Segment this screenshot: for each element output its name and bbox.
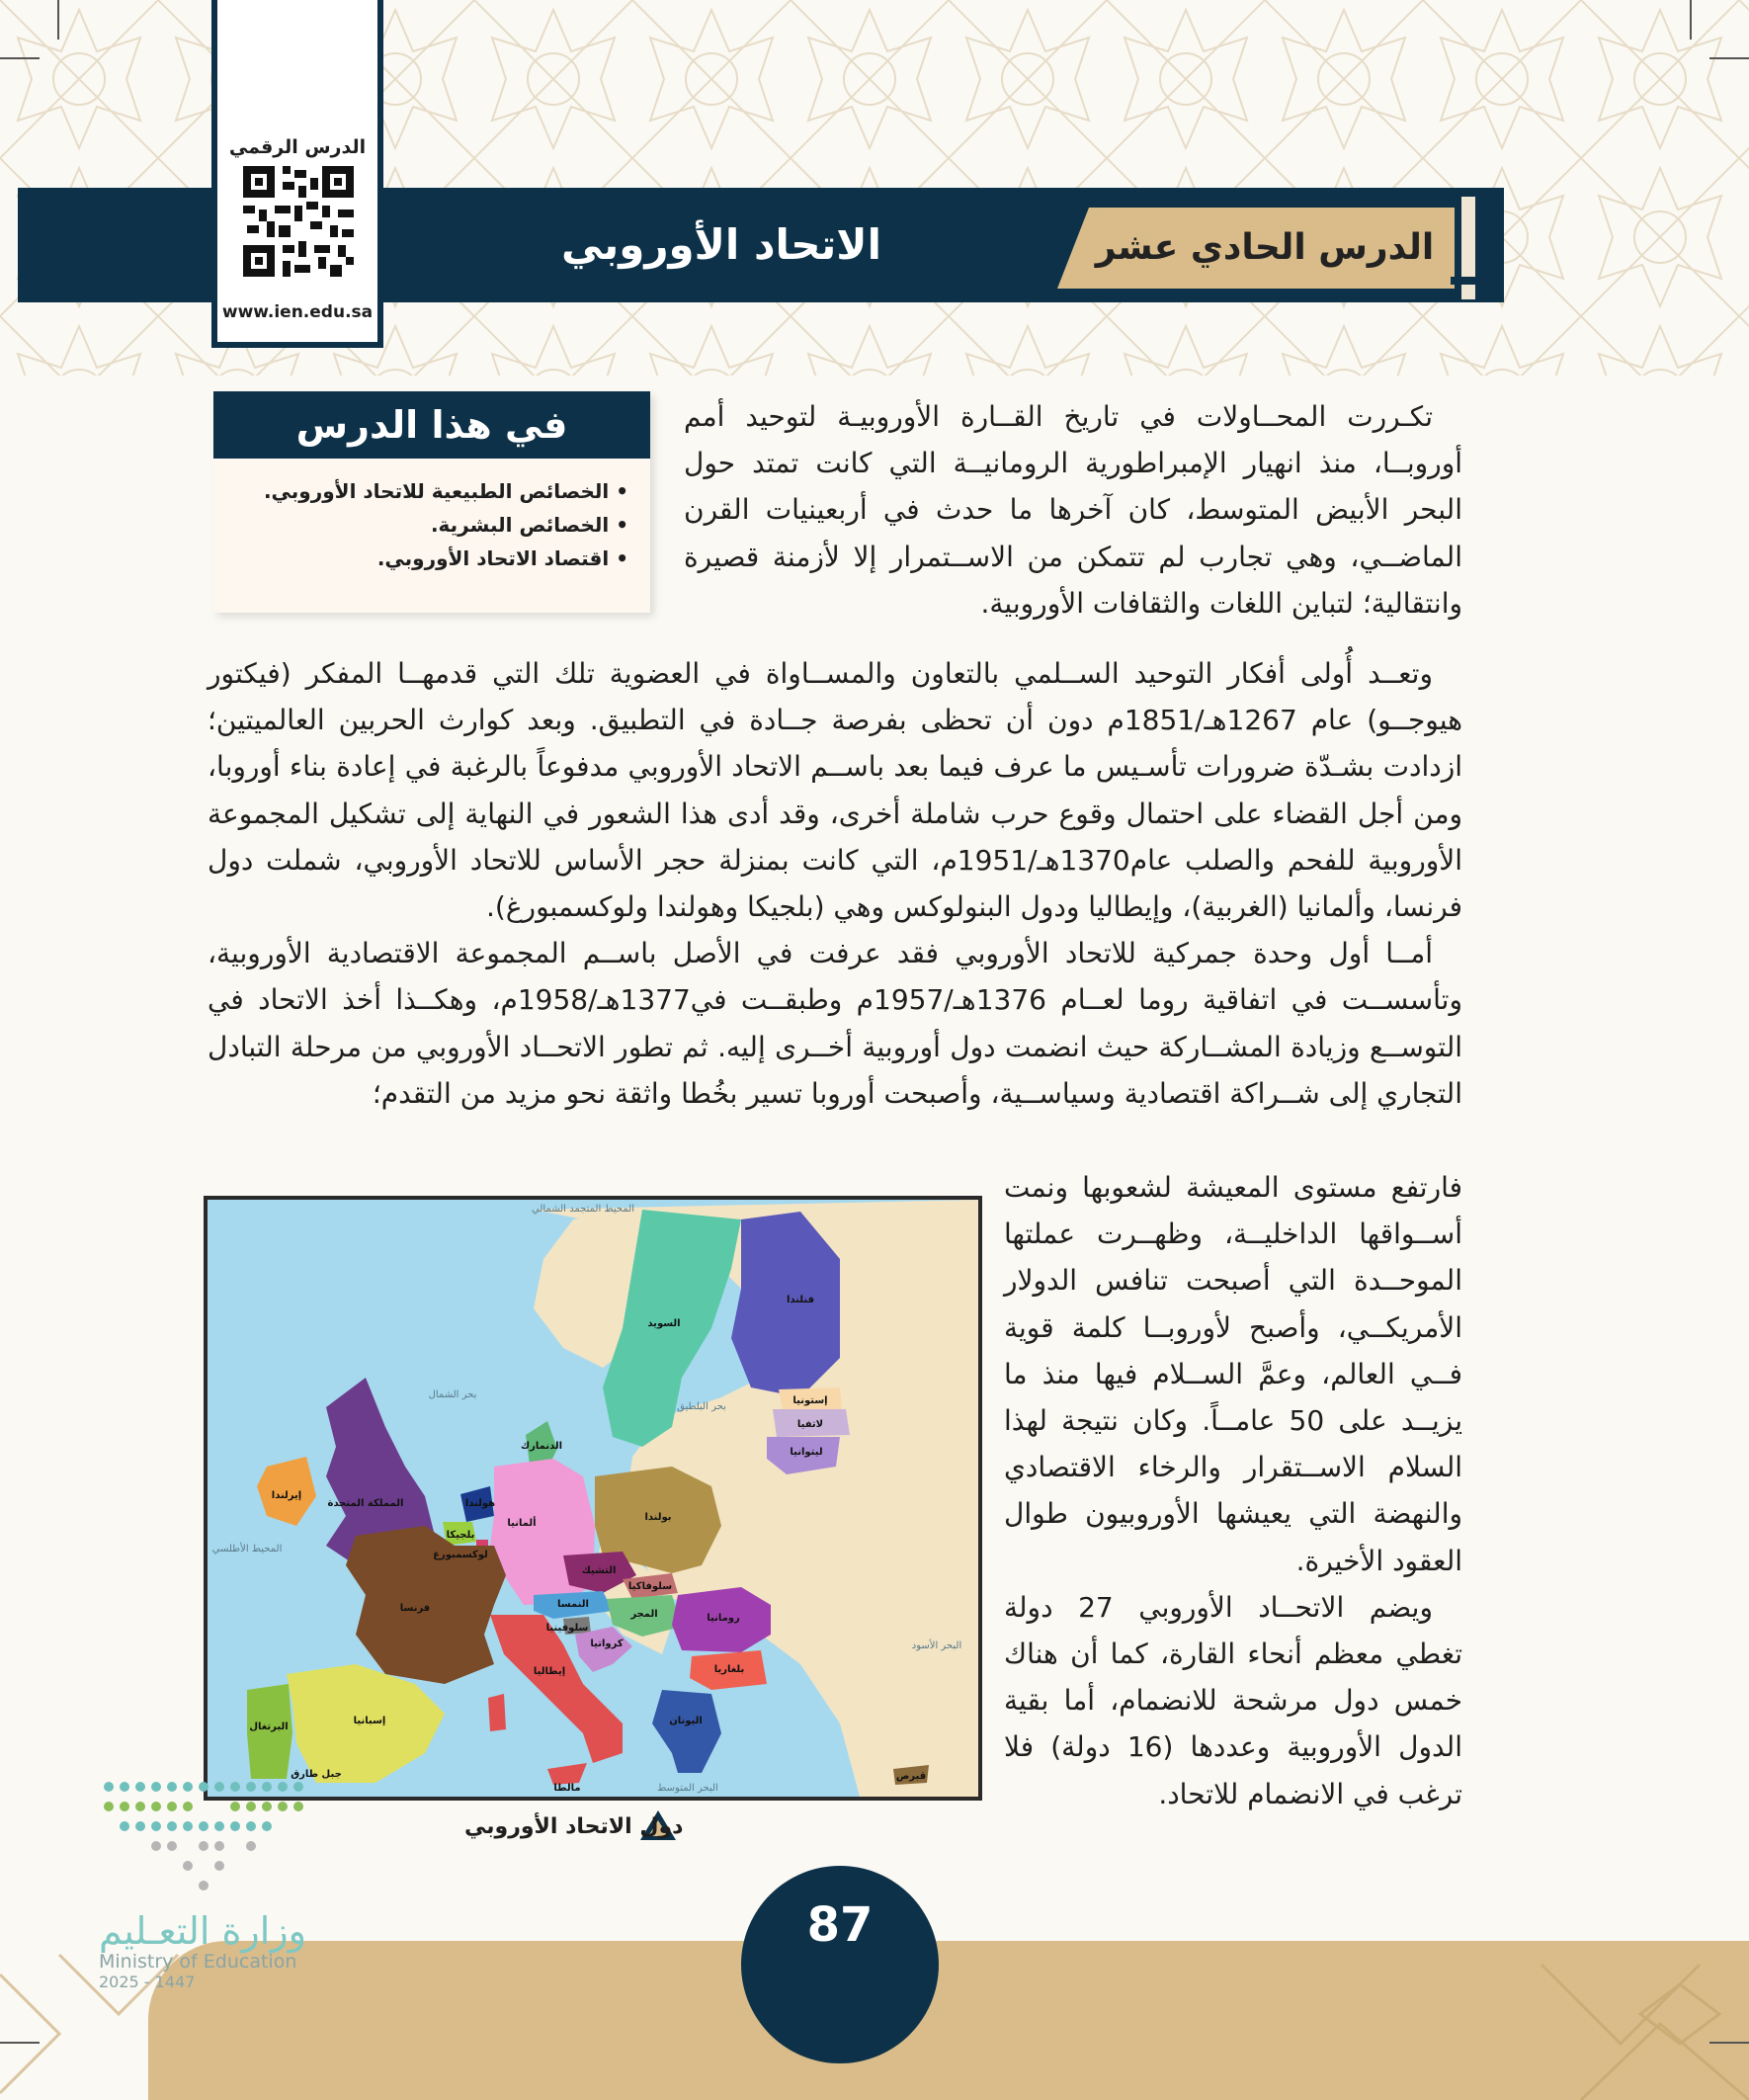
ministry-name-arabic: وزارة التعـليم (99, 1909, 307, 1953)
country-label: بولندا (644, 1512, 672, 1523)
body-column-side (1004, 1164, 1462, 1817)
digital-lesson-label: الدرس الرقمي (228, 136, 367, 158)
map-caption: دول الاتحاد الأوروبي (464, 1814, 684, 1839)
country-label: لوكسمبورغ (433, 1550, 488, 1560)
country-label: سلوفينيا (545, 1623, 589, 1634)
country-label: اليونان (669, 1716, 703, 1726)
country-label: رومانيا (707, 1613, 740, 1624)
country-label: فنلندا (787, 1295, 814, 1305)
crop-mark (1690, 0, 1692, 40)
qr-code-icon[interactable] (243, 166, 354, 277)
country-label: البرتغال (249, 1722, 289, 1732)
ministry-logo-icon (99, 1777, 316, 1905)
summary-item: • الخصائص البشرية. (213, 508, 628, 542)
lesson-summary-box (213, 391, 650, 613)
country-label: ألمانيا (507, 1518, 537, 1529)
paragraph-3-continued: فارتفع مستوى المعيشة لشعوبها ونمت أســواقها الداخليــة، وظهــرت عملتها الموحــدة التي أصبحت تنافس الدولار الأمريكــي، وأصبح لأوروبــا كلمة قوية فــي العالم، وعمَّ الســلام فيها منذ ما يزيــد على 50 عامــاً. وكان نتيجة لهذا السلام الاســتقرار والرخاء الاقتصادي والنهضة التي يعيشها الأوروبيون طوال العقود الأخيرة. (1004, 1171, 1462, 1577)
country-label: المملكة المتحدة (327, 1498, 404, 1509)
country-label: جبل طارق (291, 1769, 342, 1780)
country-label: السويد (647, 1318, 681, 1329)
country-label: إستونيا (792, 1395, 828, 1406)
country-label: قبرص (895, 1771, 927, 1782)
country-label: بلغاريا (713, 1664, 745, 1675)
country-label: بلجيكا (446, 1530, 475, 1541)
paragraph-2: وتعــد أُولى أفكار التوحيد الســلمي بالتعاون والمســاواة في العضوية تلك التي قدمهــا المفكر (فيكتور هيوجــو) عام 1267هـ/1851م دون أن تحظى بفرصة جــادة في التطبيق. وبعد كوارث الحربين العالميتين؛ ازدادت بشـدّة ضرورات تأسـيس ما عرف فيما بعد باســم الاتحاد الأوروبي مدفوعاً بالرغبة في إعادة بناء أوروبا، ومن أجل القضاء على احتمال وقوع حرب شاملة أخرى، وقد أدى هذا الشعور في النهاية إلى تشكيل المجموعة الأوروبية للفحم والصلب عام1370هـ/1951م، التي كانت بمنزلة حجر الأساس للاتحاد الأوروبي، شملت دول فرنسا، وألمانيا (الغربية)، وإيطاليا ودول البنولوكس وهي (بلجيكا وهولندا ولوكسمبورغ). (208, 657, 1462, 924)
header-ornament (1458, 194, 1478, 302)
crop-mark (1709, 57, 1749, 59)
crop-mark (57, 0, 59, 40)
country-label: النمسا (557, 1599, 589, 1610)
sea-label: بحر البلطيق (677, 1401, 726, 1412)
country-label: فرنسا (399, 1603, 431, 1614)
country-label: المجر (630, 1609, 658, 1620)
lesson-number: الدرس الحادي عشر (1095, 227, 1435, 268)
page-number: 87 (741, 1866, 939, 2063)
crop-mark (1709, 2042, 1749, 2044)
country-label: ليتوانيا (790, 1447, 823, 1458)
country-label: هولندا (464, 1498, 496, 1509)
paragraph-4: ويضم الاتحــاد الأوروبي 27 دولة تغطي معظم أنحاء القارة، كما أن هناك خمس دول مرشحة للانضمام، أما بقية الدول الأوروبية وعددها (16 دولة) فلا ترغب في الانضمام للاتحاد. (1004, 1590, 1462, 1810)
sea-label: بحر الشمال (428, 1389, 477, 1400)
summary-list (213, 459, 650, 575)
site-url-link[interactable]: www.ien.edu.sa (221, 302, 374, 322)
country-label: مالطا (553, 1783, 581, 1794)
summary-title: في هذا الدرس (213, 391, 650, 459)
digital-lesson-card[interactable] (211, 0, 383, 348)
country-label: إيطاليا (533, 1666, 566, 1677)
summary-item: • اقتصاد الاتحاد الأوروبي. (213, 542, 628, 575)
country-label: سلوفاكيا (627, 1581, 673, 1592)
body-column-full (208, 650, 1462, 1117)
ministry-name-english: Ministry of Education (99, 1951, 297, 1973)
sea-label: المحيط المتجمد الشمالي (532, 1204, 634, 1215)
eu-map (204, 1196, 982, 1801)
sea-label: البحر المتوسط (657, 1783, 718, 1794)
edition-year: 2025 - 1447 (99, 1973, 196, 1991)
summary-item: • الخصائص الطبيعية للاتحاد الأوروبي. (213, 474, 628, 508)
crop-mark (0, 2042, 40, 2044)
body-column-top (684, 393, 1462, 627)
country-label: إيرلندا (271, 1490, 302, 1501)
country-label: لاتفيا (796, 1419, 824, 1430)
paragraph-3: أمــا أول وحدة جمركية للاتحاد الأوروبي فقد عرفت في الأصل باســم المجموعة الاقتصادية الأوروبية، وتأسســت في اتفاقية روما لعــام 1376هـ/1957م وطبقــت في1377هـ/1958م، وهكــذا أخذ الاتحاد في التوســع وزيادة المشــاركة حيث انضمت دول أوروبية أخــرى إليه. ثم تطور الاتحــاد الأوروبي من مرحلة التبادل التجاري إلى شــراكة اقتصادية وسياســية، وأصبحت أوروبا تسير بخُطا واثقة نحو مزيد من التقدم؛ (208, 937, 1462, 1110)
crop-mark (0, 57, 40, 59)
sea-label: البحر الأسود (911, 1640, 962, 1651)
country-label: كرواتيا (590, 1638, 624, 1649)
country-label: الدنمارك (520, 1441, 563, 1452)
header-ornament (1451, 277, 1480, 285)
country-label: إسبانيا (353, 1716, 386, 1726)
sea-label: المحيط الأطلسي (211, 1544, 283, 1554)
eu-map-svg (208, 1200, 978, 1797)
country-label: التشيك (581, 1565, 617, 1576)
sardinia-region (488, 1694, 506, 1731)
lesson-title: الاتحاد الأوروبي (561, 220, 881, 269)
paragraph-1: تكـررت المحــاولات في تاريخ القــارة الأوروبيـة لتوحيد أمم أوروبــا، منذ انهيار الإمبراطورية الرومانيــة التي كانت تمتد حول البحر الأبيض المتوسط، كان آخرها ما حدث في أربعينيات القرن الماضــي، وهي تجارب لم تتمكن من الاســتمرار إلا لأزمنة قصيرة وانتقالية؛ لتباين اللغات والثقافات الأوروبية. (684, 400, 1462, 620)
